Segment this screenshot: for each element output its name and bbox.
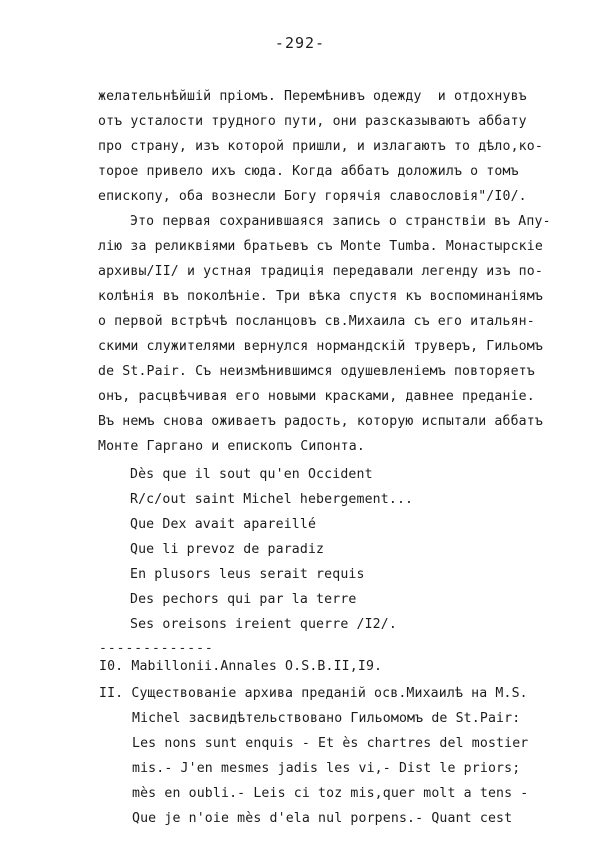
body-line: желательнѣйшiй прiомъ. Перемѣнивъ одежду и отдохнувъ xyxy=(98,89,527,104)
footnote-separator: ------------- xyxy=(99,641,214,656)
verse-line: R/c/out saint Michel hebergement... xyxy=(130,492,414,507)
footnote-line: mès en oubli.- Leis ci toz mis,quer molt a tens - xyxy=(132,786,529,801)
paragraph-start-line: Это первая сохранившаяся запись о странствiи въ Апу- xyxy=(130,214,551,229)
footnote-line: Les nons sunt enquis - Et ès chartres del mostier xyxy=(132,736,529,751)
verse-line: Que Dex avait apareillé xyxy=(130,517,317,532)
footnote-line: I0. Mabillonii.Annales O.S.B.II,I9. xyxy=(99,659,383,674)
body-line: онъ, расцвѣчивая его новыми красками, давнее преданiе. xyxy=(98,389,535,404)
footnote-line: Que je n'oie mès d'ela nul porpens.- Quant cest xyxy=(132,811,513,826)
body-line: Въ немъ снова оживаетъ радость, которую испытали аббатъ xyxy=(98,414,543,429)
verse-line: En plusors leus serait requis xyxy=(130,567,365,582)
body-line: епископу, оба вознесли Богу горячiя славословiя"/I0/. xyxy=(98,189,527,204)
footnote-line: Michel засвидѣтельствовано Гильомомъ de St.Pair: xyxy=(132,711,521,726)
body-line: колѣнiя въ поколѣнiе. Три вѣка спустя къ воспоминанiямъ xyxy=(98,289,543,304)
body-line: лiю за реликвiями братьевъ съ Monte Tumba. Монастырскiе xyxy=(98,239,543,254)
verse-line: Que li prevoz de paradiz xyxy=(130,542,325,557)
body-line: про страну, изъ которой пришли, и излагаютъ то дѣло,ко- xyxy=(98,139,543,154)
footnote-line: mis.- J'en mesmes jadis les vi,- Dist le priors; xyxy=(132,761,521,776)
page-number: -292- xyxy=(274,34,326,52)
body-line: de St.Pair. Съ неизмѣнившимся одушевленiемъ повторяетъ xyxy=(98,364,535,379)
body-line: торое привело ихъ сюда. Когда аббатъ доложилъ о томъ xyxy=(98,164,519,179)
verse-line: Dès que il sout qu'en Occident xyxy=(130,467,373,482)
body-line: скими служителями вернулся нормандскiй труверъ, Гильомъ xyxy=(98,339,543,354)
body-line: Монте Гаргано и епископъ Сипонта. xyxy=(98,439,365,454)
body-line: о первой встрѣчѣ посланцовъ св.Михаила съ его итальян- xyxy=(98,314,535,329)
verse-line: Des pechors qui par la terre xyxy=(130,592,357,607)
body-line: отъ усталости трудного пути, они разсказываютъ аббату xyxy=(98,114,527,129)
body-line: архивы/II/ и устная традицiя передавали легенду изъ по- xyxy=(98,264,543,279)
footnote-line: II. Существованiе архива преданiй осв.Михаилѣ на M.S. xyxy=(99,686,528,701)
verse-line: Ses oreisons ireient querre /I2/. xyxy=(130,617,397,632)
